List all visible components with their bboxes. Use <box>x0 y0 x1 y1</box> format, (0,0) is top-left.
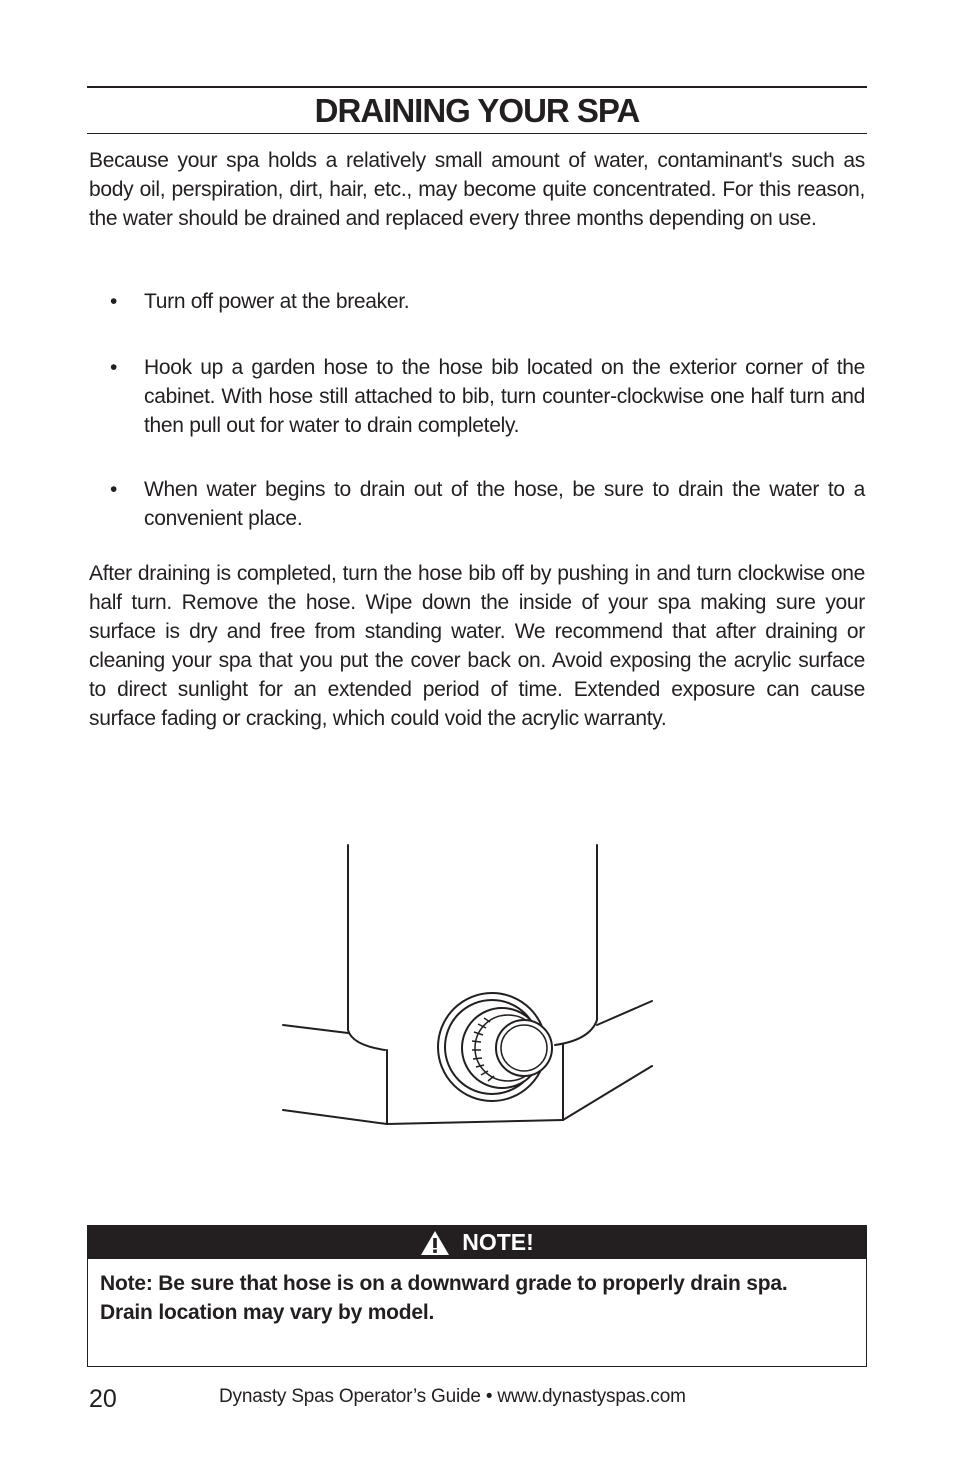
page-title: DRAINING YOUR SPA <box>314 92 640 129</box>
note-header-label: NOTE! <box>462 1229 534 1255</box>
footer-text: Dynasty Spas Operator’s Guide • www.dynastyspas.com <box>219 1386 686 1407</box>
bullet-text: Turn off power at the breaker. <box>144 290 410 313</box>
bullet-icon: • <box>110 478 118 501</box>
note-header <box>88 1226 866 1259</box>
hose-bib <box>438 993 552 1101</box>
warning-triangle-icon <box>420 1230 450 1256</box>
note-box <box>87 1225 867 1367</box>
title-rule-bottom <box>87 133 867 134</box>
bullet-text: Hook up a garden hose to the hose bib located on the exterior corner of the cabinet. With hose still attached to bib, turn counter-clockwise one half turn and then pull out for water to drain completely. <box>144 356 865 437</box>
bullet-text: When water begins to drain out of the hose, be sure to drain the water to a convenient place. <box>144 478 865 530</box>
note-line: Note: Be sure that hose is on a downward grade to properly drain spa. <box>100 1272 788 1295</box>
note-body <box>88 1259 866 1327</box>
page-number: 20 <box>89 1385 117 1413</box>
bullet-icon: • <box>110 290 118 313</box>
hose-bib-illustration <box>280 840 660 1130</box>
after-draining-paragraph: After draining is completed, turn the hose bib off by pushing in and turn clockwise one half turn. Remove the hose. Wipe down the inside of your spa making sure your surface is dry and free from standing water. We recommend that after draining or cleaning your spa that you put the cover back on. Avoid exposing the acrylic surface to direct sunlight for an extended period of time. Extended exposure can cause surface fading or cracking, which could void the acrylic warranty. <box>89 562 865 730</box>
note-line: Drain location may vary by model. <box>100 1301 435 1324</box>
intro-paragraph: Because your spa holds a relatively small amount of water, contaminant's such as body oil, perspiration, dirt, hair, etc., may become quite concentrated. For this reason, the water should be drained and replaced every three months depending on use. <box>89 149 865 230</box>
bullet-icon: • <box>110 356 118 379</box>
